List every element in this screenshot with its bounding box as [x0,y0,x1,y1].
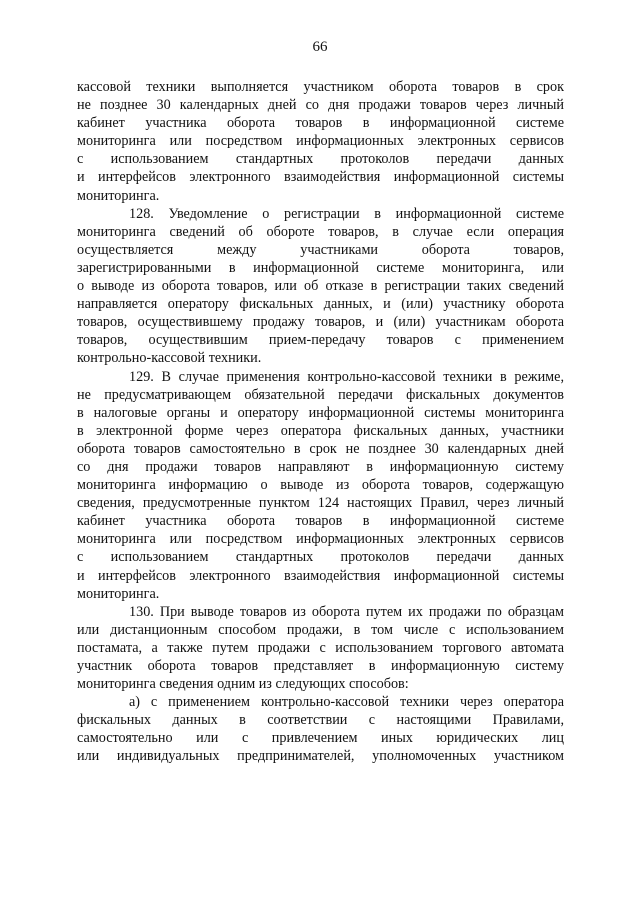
paragraph-line: товаров, осуществившим прием-передачу товаров с применением [77,332,564,349]
paragraph-line: кабинет участника оборота товаров в информационной системе [77,513,564,530]
paragraph-line: 130. При выводе товаров из оборота путем их продажи по образцам [129,603,564,620]
paragraph-line: в налоговые органы и оператору информационной системы мониторинга [77,404,564,421]
paragraph-line: направляется оператору фискальных данных, и (или) участнику оборота [77,296,564,313]
document-body [77,78,564,766]
paragraph-line: мониторинга информацию о выводе из оборота товаров, содержащую [77,477,564,494]
page-number: 66 [312,39,328,55]
paragraph-line: 128. Уведомление о регистрации в информационной системе [129,205,564,222]
paragraph-line: мониторинга или посредством информационных электронных сервисов [77,133,564,150]
paragraph-line: и интерфейсов электронного взаимодействия информационной системы [77,169,564,186]
paragraph-line: участник оборота товаров представляет в информационную систему [77,658,564,674]
paragraph-line: товаров, осуществившему продажу товаров, и (или) участникам оборота [77,314,564,331]
paragraph-line: мониторинга сведения одним из следующих способов: [77,676,409,693]
paragraph-line: мониторинга или посредством информационных электронных сервисов [77,531,564,548]
paragraph-line: самостоятельно или с привлечением иных юридических лиц [77,730,564,747]
paragraph-line: с использованием стандартных протоколов передачи данных [77,151,564,168]
paragraph-line: с использованием стандартных протоколов передачи данных [77,549,564,566]
paragraph-line: постамата, а также путем продажи с использованием торгового автомата [77,639,564,656]
paragraph-line: зарегистрированными в информационной системе мониторинга, или [77,259,564,276]
paragraph-line: мониторинга сведений об обороте товаров, в случае если операция [77,223,564,240]
paragraph-line: кассовой техники выполняется участником оборота товаров в срок [77,79,564,95]
paragraph-line: мониторинга. [77,187,160,204]
paragraph-line: 129. В случае применения контрольно-кассовой техники в режиме, [129,368,564,385]
paragraph-line: со дня продажи товаров направляют в информационную систему [77,458,564,475]
paragraph-line: в электронной форме через оператора фискальных данных, участники [77,422,564,439]
paragraph-line: осуществляется между участниками оборота товаров, [77,241,564,258]
paragraph-line: не позднее 30 календарных дней со дня продажи товаров через личный [77,97,564,114]
paragraph-line: контрольно-кассовой техники. [77,350,262,367]
paragraph-line: мониторинга. [77,585,160,602]
paragraph-line: не предусматривающем обязательной передачи фискальных документов [77,386,564,403]
paragraph-line: или дистанционным способом продажи, в том числе с использованием [77,621,564,638]
paragraph-line: оборота товаров самостоятельно в срок не позднее 30 календарных дней [77,440,564,457]
paragraph-line: сведения, предусмотренные пунктом 124 настоящих Правил, через личный [77,495,564,512]
paragraph-line: или индивидуальных предпринимателей, уполномоченных участником [77,748,564,765]
paragraph-line: о выводе из оборота товаров, или об отказе в регистрации таких сведений [77,278,564,295]
paragraph-line: кабинет участника оборота товаров в информационной системе [77,115,564,132]
paragraph-line: и интерфейсов электронного взаимодействия информационной системы [77,567,564,584]
paragraph-line: а) с применением контрольно-кассовой техники через оператора [129,694,564,711]
paragraph-line: фискальных данных в соответствии с настоящими Правилами, [77,712,564,729]
